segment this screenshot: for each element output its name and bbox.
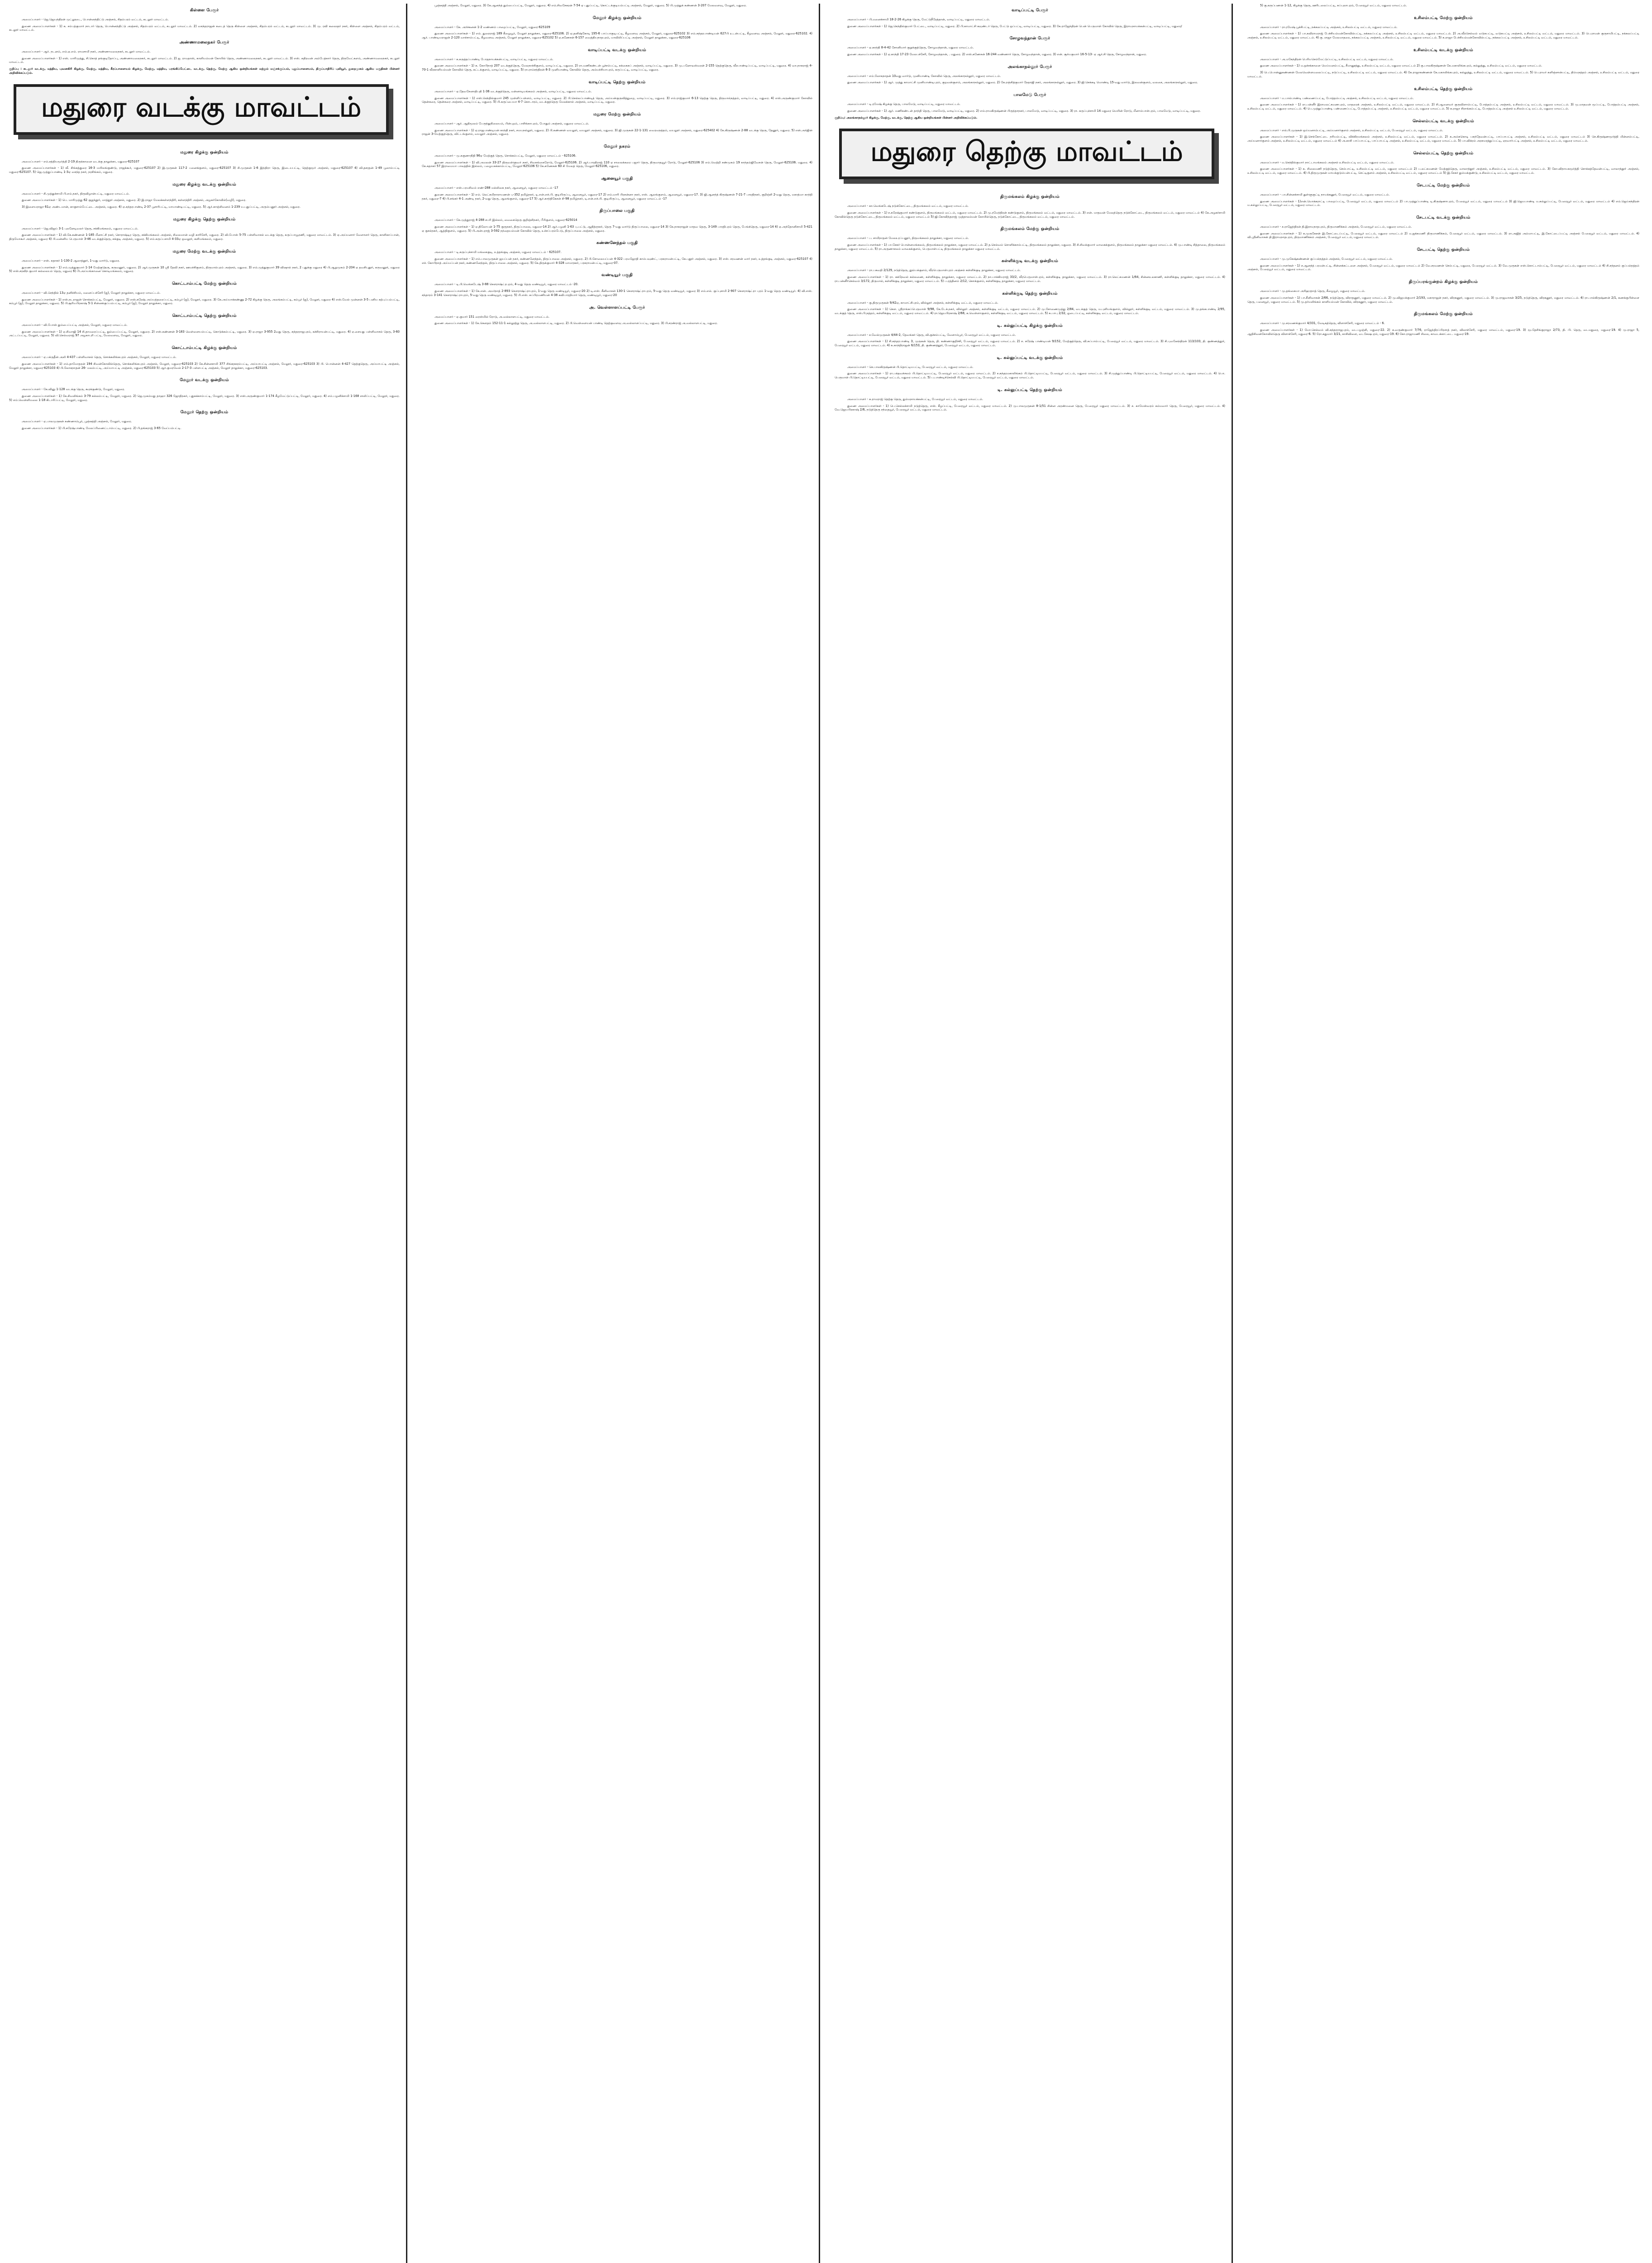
section-heading: உசிலம்பட்டி தெற்கு ஒன்றியம்: [1414, 86, 1473, 91]
body-paragraph: அமைப்பாளர் - கே. அர்ச்சுனன் 1-2 வண்ணம் பாறைப்பட்டி, மேலூர், மதுரை-625109: [434, 25, 550, 29]
body-paragraph: அமைப்பாளர் - எல்.பி.முருகன் ஒய்யனாம்பட்டி, அய்யனார்குளம் அஞ்சல், உசிலம்பட்டி வட்டம், பேரையூர் வட்டம், மதுரை மாவட்டம்.: [1260, 128, 1443, 132]
listing-section: [422, 112, 812, 136]
section-heading: வாடிப்பட்டி வடக்கு ஒன்றியம்: [588, 48, 646, 53]
body-paragraph: துணை அமைப்பாளர்கள் - 1) ஏ.திலோபன் 1-75 குருநகர், திருப்பாலை, மதுரை-14 2) ஆர்.பழனி 1-63 பு.பட்டு, ஆதித்ரநகர், தெரு 7-வது வார்டு திருப்பாலை, மதுரை-14 3) கே.நாகராஜன் மாதவ தெரு, 3-149 பாரதிபுரம் தெரு, பேங்க்தெரு, மதுரை-14 4) ஏ.அந்தோனிசாமி 5-421 ஏ குசல்நகர், ஆத்திகுளம், மதுரை. 5) பி.அன்புராஜ் 3-592 நந்தையம்மன் கோவில் தெரு, உச்சப்பரம்பேடு, திருப்பாலை அஞ்சல், மதுரை.: [422, 224, 812, 233]
body-paragraph: அமைப்பாளர் - வி.செந்தில் 13ஏ தனிச்சியம், மனைப்பச்சேரி (ஐ), மேலூர் தாலுக்கா, மதுரை மாவட்டம்.: [22, 291, 161, 295]
body-paragraph: அமைப்பாளர் - ச.ராஜேந்திரன் தி.இராமநாதபுரம், திருமாணிக்கம் அஞ்சல், பேரையூர் வட்டம், மதுரை மாவட்டம்.: [1260, 224, 1412, 229]
body-paragraph: துணை அமைப்பாளர்கள் - 1) வீ. சிங்கத்துரை 16-3 மயிலங்குண்டு, ராஜக்கூர், மதுரை-625107 2) இ.முருகன் 117-2 பனைக்குளம், மதுரை-625107 3) சி.முருகன் 1-6 இந்திரா தெரு, இடையபட்டி, தெற்குமூர் அஞ்சல், மதுரை-625107 4) வி.தசரதன் 1-49 பூலாம்பட்டி மதுரை-625107. 5) ஜெ.முத்துப்பாண்டி 1-3ஏ வசந்த நகர், நரசிங்கம், மதுரை.: [9, 166, 400, 174]
body-paragraph: துணை அமைப்பாளர்கள் - 1) எஸ்.நடராஜன் சொக்கம்பட்டி, மேலூர், மதுரை. 2) எஸ்.சுரேஷ் அய்யத்தரைப்பட்டி, கம்பூர் (ஐ), மேலூர், மதுரை. 3) கே.அய்யாக்கண்ணு 2-72 கிழக்கு தெரு, அலங்கம்பட்டி, கம்பூர் (ஐ), மேலூர், மதுரை 4) எஸ்.வேல் முன்னன் 3-5 பனிய கற்புப்பம்பட்டி, கம்பூர் (ஐ), மேலூர் தாலுக்கா, மதுரை. 5) பி.சூரியபிரகாஷ் 5-1 சின்னக்குப்பம்பட்டி, கம்பூர் (ஐ), மேலூர் தாலுக்கா, மதுரை.: [9, 297, 400, 306]
body-paragraph: அமைப்பாளர் - டி.பி.வெங்கடேஷ் 3-88 சௌராஷ்ட்ரபுரம், 4-வது தெரு வண்டியூர், மதுரை மாவட்டம் -20.: [434, 282, 578, 286]
body-paragraph: அமைப்பாளர் - பி.மனைச்சாமி 18-2-26 கிழக்கு தெரு, மேட்டுநீரேத்தான், வாடிப்பட்டி, மதுரை மாவட்டம்.: [847, 17, 990, 21]
body-paragraph: 5) கு.கருப்பணன் 1-12, கிழக்கு தெரு, ஊரிடலைப்பட்டி, சுப்புலாபுரம், பேரையூர் வட்டம், மதுரை மாவட்டம்.: [1260, 4, 1407, 7]
section-heading: வாடிப்பட்டி பேரூர்: [1012, 8, 1048, 13]
listing-section: [1247, 312, 1639, 336]
section-heading: சேடபட்டி வடக்கு ஒன்றியம்: [1416, 215, 1471, 220]
body-paragraph: அமைப்பாளர் - ஜெ.விஜய் 3-1 புலனேடிவலர் தெரு, சக்கிமங்கலம், மதுரை மாவட்டம்.: [22, 226, 138, 230]
continued-text: [422, 4, 812, 8]
body-paragraph: துணை அமைப்பாளர்கள் - 1) ஜெ.செந்தில்குமார் பேட்டை, வாடிப்பட்டி, மதுரை. 2) பி.காமாட்சி கவுண்டர் தெரு, பேட்டு ஒப்பட்டி, வாடிப்பட்டி, மதுரை. 3) கே.ராஜேந்திரன் பென் பெருமாள் கோவில் தெரு, இராமநாயக்கன்பட்டி, வாடிப்பட்டி, மதுரை/: [847, 24, 1182, 28]
listing-section: [1247, 87, 1639, 111]
body-paragraph: அமைப்பாளர் - ஏ.பாலமுருகன் சுண்ணாம்பூர், பூஞ்சுத்தி அஞ்சல், மேலூர், மதுரை.: [22, 420, 132, 424]
section-heading: திருப்பரங்குன்றம் கிழக்கு ஒன்றியம்: [1408, 280, 1478, 285]
section-heading: கள்ளிக்குடி வடக்கு ஒன்றியம்: [1001, 259, 1059, 264]
body-paragraph: துணை அமைப்பாளர்கள் - 1) ச.ஆனந்த் பரமன்பட்டி, சின்னக்கட்டளை அஞ்சல், பேரையூர் வட்டம், மதுரை மாவட்டம் 2) வே.சரவணன் செம்பட்டி, மதுரை, பேரையூர் வட்டம். 3) வே.முருகன் எஸ்.கொட்டாம்பட்டி, பேரையூர் வட்டம், மதுரை மாவட்டம் 4) சி.சந்தனம் குப்பல்நத்தம் அஞ்சல், பேரையூர் வட்டம், மதுரை மாவட்டம்.: [1247, 263, 1639, 272]
listing-section: [422, 144, 812, 168]
body-paragraph: அமைப்பாளர் - வி.போஸ் தும்பைப்பட்டி அஞ்சல், மேலூர், மதுரை மாவட்டம்.: [22, 323, 128, 327]
listing-section: [422, 80, 812, 104]
body-paragraph: துணை அமைப்பாளர்கள் - 1) எம்.பாலமுருகன் ஜயப்பன் நகர், கண்ணனேந்தல், திருப்பாலை அஞ்சல், மதுரை. 2) பி.சோலையப்பன் 4-322 பரமஜோதி காம்பவுண்ட், பரசுராமன்பட்டி, கே.புதூர் அஞ்சல், மதுரை. 3) எஸ். சரவணன் வார் நகர், உத்தங்குடி அஞ்சல், மதுரை-625107 4) எச். கோபிநாத் அய்யப்பன் நகர், கண்ணனேந்தல், திருப்பாலை அஞ்சல், மதுரை. 5) கே.திருக்குமார் 4-328 மாமாநகர், பரசுராமன்பட்டி, மதுரை-07.: [422, 257, 812, 265]
body-paragraph: துணை அமைப்பாளர்கள் - 1) பா.கவிராமராஜ் பேச்சியம்மன்கோவில்பட்டி, நக்கலப்பட்டி அஞ்சல், உசிலம்பட்டி வட்டம், மதுரை மாவட்டம். 2) அ.வீரசெல்வம் வடுகபட்டி, வடுகபட்டி அஞ்சல், உசிலம்பட்டி வட்டம், மதுரை மாவட்டம். 3) பெ.ராமன் குருசாமிபட்டி, நக்கலப்பட்டி அஞ்சல், உசிலம்பட்டி வட்டம், மதுரை மாவட்டம். 4) கு. ராஜா மேலமாதரை, நக்கலப்பட்டி அஞ்சல், உசிலம்பட்டி வட்டம், மதுரை மாவட்டம். 5) சு.ராஜா பேச்சியம்மன்கோவில்பட்டி, நக்கலப்பட்டி அஞ்சல், உசிலம்பட்டி வட்டம், மதுரை மாவட்டம்.: [1247, 32, 1639, 40]
body-paragraph: துணை அமைப்பாளர்கள் - 1) ரா.பக்தவச்சலம் பி.தொட்டியபட்டி, பேரையூர் வட்டம், மதுரை மாவட்டம். 2) ச.சுந்தரமகாலிங்கம் பி.தொட்டியபட்டி, பேரையூர் வட்டம், மதுரை மாவட்டம். 3) சி.முத்துப்பாண்டி பி.தொட்டியபட்டி, பேரையூர் வட்டம், மதுரை மாவட்டம். 4) பொ. பெருமாள் பி.தொட்டியபட்டி, பேரையூர் வட்டம், மதுரை மாவட்டம். 5) ப.பாண்டிச்செல்வி பி.தொட்டியபட்டி, பேரையூர் வட்டம், மதுரை மாவட்டம்.: [835, 372, 1225, 380]
listing-section: [835, 93, 1225, 119]
body-paragraph: துணை அமைப்பாளர்கள் - 1) மோ.செல்வம் வி.சுந்தரராஜபுரம், வடபழஞ்சி, மதுரை-22. 2) க.வருண்குமார் 7/76, ராஜேந்திரப்பிரசாத் நகர், விலாச்சேரி, மதுரை மாவட்டம், மதுரை-19. 3) மூ.தேசிங்குராஜா 2/73, தி. பி. தெரு, வடமதுரை, மதுரை-19. 4) மு.ராஜா 5, ஆதிசிவன்கோவில்தெரு விளாச்சேரி, மதுரை-6. 5) ரோ.கதுமார் 3/21, காசிவிளை, வடகேஷபுரம், மதுரை-19. 6) கோ.ராஜாமணி சிலை, காவடக்காட்டை. மதுரை-19.: [1247, 328, 1639, 336]
body-paragraph: அமைப்பாளர் - எஸ். சுதாகர் 1-130-2 ஆலாத்தூர், 1-வது வார்டு, மதுரை.: [22, 258, 120, 263]
section-heading: வண்டியூர் பகுதி: [601, 273, 633, 278]
listing-section: [9, 249, 400, 273]
body-paragraph: அமைப்பாளர் - கே.வினு 1-128 வடக்கு தெரு, கூரக்குண்டு, மேலூர், மதுரை.: [22, 387, 125, 391]
listing-section: [835, 227, 1225, 251]
listing-section: [1247, 119, 1639, 143]
body-paragraph: அமைப்பாளர் - செ.பாலகிருஷ்ணன் பி.தொட்டியபட்டி, பேரையூர் வட்டம், மதுரை மாவட்டம்.: [847, 365, 974, 369]
body-paragraph: துணை அமைப்பாளர்கள் - 1) எஸ்.செந்தில்குமார் 245 முள்ளிப்பள்ளம், வாடிப்பட்டி, மதுரை. 2) பி.செல்லப்பாண்டித் தெரு, அய்யன்குருவித்துறை, வாடிப்பட்டி, மதுரை. 3) எம்.ராஜ்குமார் 6-13 தெற்கு தெரு, திருமால்நத்தம், வாடிப்பட்டி, மதுரை. 4) எஸ்.அருண்குமார் கோவில் தென்கரை, தென்கரை அஞ்சல், வாடிப்பட்டி, மதுரை. 5) பி.கருப்பையா 4-7 கொடாரம், வடக்குத்தெரு மேலக்கால் அஞ்சல், வாடிப்பட்டி, மதுரை.: [422, 96, 812, 104]
listing-section: [9, 40, 400, 75]
listing-section: [9, 282, 400, 306]
body-paragraph: அமைப்பாளர் - டி.ரமேஷ் கிழக்கு தெரு, பாலமேடு, வாடிப்பட்டி, மதுரை மாவட்டம்.: [847, 102, 961, 106]
column-4: [1245, 4, 1646, 2263]
body-paragraph: அமைப்பாளர் - எம்.சத்தியமூர்த்தி 2-19 திருக்கானை வடக்கு தாலுக்கா, மதுரை-625107: [22, 159, 139, 163]
listing-section: [835, 356, 1225, 380]
section-heading: செல்லம்பட்டி தெற்கு ஒன்றியம்: [1413, 151, 1474, 156]
column-1: [6, 4, 407, 2263]
section-heading: கண்ணனேந்தல் பகுதி: [596, 241, 638, 246]
listing-section: [9, 217, 400, 241]
listing-section: [835, 8, 1225, 28]
body-paragraph: துணை அமைப்பாளர்கள் - 1) கே.சிவலிங்கம் 3-79 கல்லம்பட்டி, மேலூர், மதுரை. 2) ஜெ.முகம்மது தாஹா 326 ஜோதிநகர், புதுசுக்காம்பட்டி, மேலூர், மதுரை. 3) எஸ்.அருண்குமார் 1-174 கீழமேட்டுப்பட்டி, மேலூர், மதுரை. 4) எம்.பழனிச்சாமி 1-168 சாலிப்பட்டி, மேலூர், மதுரை. 5) எம்.வெள்ளிமலை 1-18 கிடாரிப்பட்டி, மேலூர், மதுரை.: [9, 394, 400, 402]
listing-section: [9, 150, 400, 174]
section-heading: அண்ணாமலைநகர் பேரூர்: [179, 40, 229, 45]
body-paragraph: துணை அமைப்பாளர்கள் - 1) ஆர். மணிகண்டன் தாந்தி தெரு, பாலமேடு, வாடிப்பட்டி, மதுரை. 2) எம்.ராமகிருஷ்ணன் பிருந்தாநகர், பாலமேடு, வாடிப்பட்டி, மதுரை. 3) ரா. கருப்புச்சாமி 14 மதுரை மெயின் ரோடு, மீனாம்பாள்புரம், பாலமேடு, வாடிப்பட்டி, மதுரை.: [847, 109, 1201, 113]
body-paragraph: அமைப்பாளர் - மு.சுகுணாநிதி 96ஏ மேற்குத் தெரு, சொக்கம்பட்டி, மேலூர், மதுரை மாவட்டம் - 625106.: [434, 154, 577, 158]
section-heading: மதுரை கிழக்கு தெற்கு ஒன்றியம்: [173, 217, 236, 222]
body-paragraph: துணை அமைப்பாளர்கள் - 1) ச.சுரேஷ்குமார் கண்டுகுளம், திருமங்கலம் வட்டம், மதுரை மாவட்டம். 2) மு.ரமேந்திரன் கண்டுகுளம், திருமங்கலம் வட்டம், மதுரை மாவட்டம். 3) என். மாதவன் மேலத்தெரு நடுக்கோட்டை, திருமங்கலம் வட்டம், மதுரை மாவட்டம் 4) கே.அழகர்சாமி கோவில்தெரு நடுக்கோட்டை, திருமங்கலம் வட்டம், மதுரை மாவட்டம் 5) ஜி.கோவிந்தராஜ் முத்தாலம்மன் கோயில்தெரு, நடுக்கோட்டை, திருமங்கலம் வட்டம், மதுரை மாவட்டம்.: [835, 210, 1225, 219]
body-paragraph: அமைப்பாளர் - பா.சின்னச்சாமி துள்ளுகுட்டி நாயக்கனூர், பேரையூர் வட்டம், மதுரை மாவட்டம்.: [1260, 192, 1390, 196]
body-paragraph: துணை அமைப்பாளர்கள் - 1) பா.சேகர் பொன்னமங்கலம், திருமங்கலம் தாலுக்கா, மதுரை மாவட்டம். 2) த.செல்வம் சொளிக்காம்பட்டி, திருமங்கலம் தாலுக்கா, மதுரை. 3) சி.சிவக்குமார் வாகைக்குளம், திருமங்கலம் தாலுக்கா மதுரை மாவட்டம். 4) மு.பாண்டி சித்தாலை, திருமங்கலம் தாலுக்கா, மதுரை மாவட்டம். 5) ரா.அருணாசலம் வாகைக்குளம், பெருமாள்பட்டி திருமங்கலம் தாலுக்கா மதுரை மாவட்டம்.: [835, 243, 1225, 251]
section-heading: மேலூர் நகரம்: [604, 144, 630, 149]
body-paragraph: அமைப்பாளர் - கு.திருமுருகன் 9/42ஏ, காமாட்சிபுரம், வில்லூர் அஞ்சல், கள்ளிக்குடி வட்டம், மதுரை மாவட்டம்.: [847, 301, 998, 305]
body-paragraph: துணை அமைப்பாளர்கள் - 1) எம். லெட்சுமிநாராயணன் பு-352 தமிழ்நகர், டி.என்.எச்.பி. குடியிருப்பு, ஆனையூர், மதுரை-17 2) எம்.மாரி பிரசன்னா நகர், எஸ். ஆலங்குளம், ஆனையூர், மதுரை-17. 3) ஜி.ஆனந்த் கிருஷ்ணன் 7-21-7 பாரதிநகர், குறிஞ்சி 2-வது தெரு, மகாத்மா காந்தி நகர், மதுரை-7 4) பி.சங்கர் 4-1 அண்டி நகர், 2-வது தெரு, ஆலங்குளம், மதுரை-17 5) ஆர்.காந்திகேசன் சி-98 தமிழ்நகர், டி.என்.எச்.பி. குடியிருப்பு, ஆனையூர், மதுரை மாவட்டம் -17: [422, 192, 812, 201]
body-paragraph: அமைப்பாளர் - மு.சரவணக்குமார் 4/331, வேடிகத்தெரு, விளாச்சேரி, மதுரை மாவட்டம் - 6.: [1260, 321, 1385, 325]
section-heading: கொட்டாம்பட்டி கிழக்கு ஒன்றியம்: [172, 346, 237, 351]
section-heading: மதுரை கிழக்கு வடக்கு ஒன்றியம்: [172, 182, 236, 187]
section-heading: மதுரை மேற்கு ஒன்றியம்: [593, 112, 641, 117]
section-heading: திருமங்கலம் மேற்கு ஒன்றியம்: [1000, 227, 1060, 232]
body-paragraph: துணை அமைப்பாளர்கள் - 1) கே.கௌதம் 152-11-1 கல்லூற்று தெரு, அ.வல்லாளபட்டி, மதுரை. 2) பி.வெள்ளையன் பாண்டி தெற்குவளவு அ.வல்லாளப்பட்டி, மதுரை. 3) பி.சரண்ராஜ் அ.வல்லாளபட்டி, மதுரை.: [434, 321, 718, 325]
body-paragraph: அமைப்பாளர் - கே.முத்துராஜ் 4-288 சபரி இல்லம், வைகைதெரு குறிஞ்சிநகர், பீபிகுளம், மதுரை-625014: [434, 218, 578, 222]
body-paragraph: துணை அமைப்பாளர்கள் - 1) வி.அமலன் 33-27 திருவள்ளுவர் நகர், சிவகங்கைரோடு, மேலூர்-625106. 2) ஆர்.பாரதிராஜ் 110 ஏ சாலைக்கரை பஜார் தெரு, திருவாதவூர் ரோடு, மேலூர்-625106 3) எம்.வெற்றி சண்முகம் 19 காந்தம்ஜிவேசன் தெரு, மேலூர்-625106. மதுரை. 4) கே.சுதாகர் 57 இராமையா பாலத்தில் இல்லம், பழையசுக்காம்பட்டி, மேலூர்-625106 5) கே.கணேசன் 60 சி மேலத் தெரு, மேலூர்-625106, மதுரை.: [422, 160, 812, 168]
section-heading: அ. வெள்ளாளப்பட்டி பேரூர்: [589, 305, 645, 310]
listing-section: [835, 259, 1225, 283]
listing-section: [835, 324, 1225, 348]
body-paragraph: அமைப்பாளர் - ஏ.தேவசேனாதிபதி 1-36 வடக்குத்தெரு, மன்னாடிமங்கலம் அஞ்சல், வாடிப்பட்டி, மதுரை மாவட்டம்.: [434, 89, 592, 93]
body-paragraph: அமைப்பாளர் - ஆர். நடனம், எம்.ஏ.எம். ராமசாமி நகர், அண்ணாமலைநகர், கடலூர் மாவட்டம்.: [22, 50, 151, 54]
body-paragraph: துணை அமைப்பாளர்கள் - 1) ரா.பன்னீர் இராமலட்சுமணபுரம், மாதரைக் அஞ்சல், உசிலம்பட்டி வட்டம், மதுரை மாவட்டம். 2) சி.ஆனைவர் குருவிளாம்பட்டி, போத்தம்பட்டி அஞ்சல், உசிலம்பட்டி வட்டம், மதுரை மாவட்டம். 3) மு.மாதவன் மூப்பட்டி, போத்தம்பட்டி அஞ்சல், உசிலம்பட்டி வட்டம், மதுரை மாவட்டம். 4) பெ.முத்துப்பாண்டி பண்ணைப்பட்டி, போத்தம்பட்டி அஞ்சல், உசிலம்பட்டி வட்டம், மதுரை மாவட்டம். 5) க.ராஜா சிராங்கம்பட்டி, போத்தம்பட்டி அஞ்சல் உசிலம்பட்டி வட்டம், மதுரை மாவட்டம்.: [1247, 103, 1639, 110]
section-heading: டி. கல்லுப்பட்டி தெற்கு ஒன்றியம்: [997, 387, 1063, 392]
body-paragraph: துணை அமைப்பாளர்கள் - 1) சு.முருகேசன் இ.கோட்டைப்பட்டி, பேரையூர் வட்டம், மதுரை மாவட்டம் 2) ம.ஜக்கமணி திருமாணிக்கம், பேரையூர் வட்டம், மதுரை மாவட்டம். 3) ரா.அஜித் அம்மாபட்டி, இ.கோட்டைப்பட்டி அஞ்சல் பேரையூர் வட்டம், மதுரை மாவட்டம். 4) வி.ஸ்ரீனிவாசன் தி.இராமநாதபுரம், திருமாணிக்கம் அஞ்சல், பேரையூர் வட்டம், மதுரை மாவட்டம்.: [1247, 231, 1639, 239]
body-paragraph: அமைப்பாளர் - ம.பால்பாண்டி பண்ணைப்பட்டி, போத்தம்பட்டி அஞ்சல், உசிலம்பட்டி வட்டம், மதுரை மாவட்டம்.: [1260, 96, 1414, 100]
section-heading: வாடிப்பட்டி தெற்கு ஒன்றியம்: [588, 80, 646, 85]
district-heading: மதுரை வடக்கு மாவட்டம்: [14, 84, 389, 135]
body-paragraph: அமைப்பாளர் - ஆர். ஆதிமூலம் பேருந்துநிலையம், பின்புறம், பாசிங்காபுரம், போதும் அஞ்சல், மதுரை மாவட்டம்.: [434, 121, 589, 125]
listing-section: [422, 177, 812, 201]
column-2: [419, 4, 820, 2263]
body-paragraph: துணை அமைப்பாளர்கள் - 1) பெ.செல்லச்சாமி நடுத்தெரு, எஸ். கீழப்பட்டி, பேரையூர் வட்டம், மதுரை மாவட்டம். 2) மு.பாலமுருகன் 8-1/51 சின்ன அரண்மனை தெரு, பேரையூர் மதுரை மாவட்டம். 3) ச. காமேஸ்வரம் கம்மவார் தெரு, பேரையூர், மதுரை மாவட்டம். 4) வே.ஜெயபிரகாஷ் 2/6, நடுத்தெரு சந்தையூர், பேரையூர் வட்டம், மதுரை மாவட்டம்.: [835, 404, 1225, 412]
body-paragraph: அமைப்பாளர் - ப. சாமிநாதன் மேலஉரப்பனூர், திருமங்கலம் தாலுக்கா, மதுரை மாவட்டம்.: [847, 236, 969, 240]
section-heading: திருமங்கலம் கிழக்கு ஒன்றியம்: [1000, 195, 1060, 200]
body-paragraph: பூஞ்சுத்தி அஞ்சல், மேலூர், மதுரை. 3) கே.ஆனந்த் தும்பைப்பட்டி, மேலூர், மதுரை. 4) எம்.சிவசேகரன் 7-54 ஏ புதுப்பட்டி, கொட்டக்குடியம்பட்டி அஞ்சல், மேலூர், மதுரை. 5) பி.முத்துக் கண்ணன் 3-207 மேலவளவு, மேலூர், மதுரை.: [434, 4, 747, 7]
section-heading: மேலூர் தெற்கு ஒன்றியம்: [180, 410, 229, 415]
section-heading: திருமங்கலம் மேற்கு ஒன்றியம்: [1414, 312, 1473, 317]
listing-section: [1247, 48, 1639, 79]
body-paragraph: துணை அமைப்பாளர்கள் - 1) எம்.தாமோதரன் 194 சிவன்கோவில்தெரு, சொக்கலிங்கபுரம் அஞ்சல், மேலூர், மதுரை-625103 2) கே.சின்னசாமி 377 சிங்கநகரம்பட்டி, அய்யாபட்டி அஞ்சல், மேலூர், மதுரை-625103 3) பி. பொன்னன் 4-427 தெற்குதெரு, அய்யாபட்டி அஞ்சல், மேலூர் தாலுக்கா, மதுரை-625103 4) பி.லோகநாதன் 26- மலம்பட்டி, அய்யாபட்டி அஞ்சல், மதுரை-625103 5) ஆர்.குமரவேல் 2-17-3 பள்ளபட்டி அஞ்சல், மேலூர் தாலுக்கா, மதுரை-625103.: [9, 362, 400, 370]
listing-section: [422, 16, 812, 40]
body-paragraph: துணை அமைப்பாளர்கள் - 1) கே.என். அமர்நாத் 2-893 சௌராஷ்ட்ராபுரம், 1-வது தெரு வண்டியூர், மதுரை-20 2) டி.எஸ். சீனிவாசன் 130-1 சௌராஷ்ட்ராபுரம், 5-வது தெரு வண்டியூர், மதுரை 3) எம்.எல். குப்புசாமி 2-907 சௌராஷ்ட்ரா புரம் 1-வது தெரு வண்டியூர். 4) வி.எஸ். சந்தாரம் 3-141 சௌராஷ்ட்ராபுரம், 5-வது தெரு வண்டியூர், மதுரை. 5) பி.எஸ். சுப்பிரமணியன் 4-38 கவிபாரதியார் தெரு, வண்டியூர், மதுரை-20: [422, 289, 812, 297]
body-paragraph: அமைப்பாளர் - மு.தங்கையா அரிஹரநாத் தெரு, கீழையூர், மதுரை மாவட்டம்.: [1260, 289, 1366, 293]
body-paragraph: அமைப்பாளர் - ஏ.குமார் 151 ரைஸ்மில் ரோடு, அ.வல்லாளபட்டி, மதுரை மாவட்டம்.: [434, 315, 549, 319]
section-heading: சேடபட்டி மேற்கு ஒன்றியம்: [1417, 183, 1470, 188]
body-paragraph: அமைப்பாளர் - ச.வேல்முருகன் 4/44-2, தேவங்கர் தெரு, வி.குச்சம்பட்டி, வேளாம்பூர், பேரையூர் வட்டம், மதுரை மாவட்டம்.: [847, 333, 1016, 337]
section-heading: அலங்காநல்லூர் பேரூர்: [1007, 64, 1052, 69]
body-paragraph: அமைப்பாளர் - ஜெ.ஜெயந்திரன் முட்லூடை, பொன்னந்திட்டு அஞ்சல், சிதம்பரம் வட்டம், கடலூர் மாவட்டம்.: [22, 17, 169, 21]
listing-section: [1247, 280, 1639, 304]
body-paragraph: அமைப்பாளர் - சு.ராமராஜ் தெற்கு தெரு, தும்மநாயக்கன்பட்டி, பேரையூர் வட்டம், மதுரை மாவட்டம்.: [847, 397, 984, 401]
body-paragraph: 3) இளையராஜா 61ஏ அண்டமான், காகுசாம்பேட்டை அஞ்சல், மதுரை. 4) ஏ.சுந்தரபாண்டி 2-37 பூசாரிபட்டி, மாயாண்டிபட்டி, மதுரை. 5) ஆர்.காஞ்சிவனம் 1-239 ய.புதுப்பட்டி, அரும்பனூர் அஞ்சல், மதுரை.: [22, 205, 301, 209]
listing-section: [422, 209, 812, 233]
listing-section: [422, 48, 812, 72]
continued-text: [1247, 4, 1639, 8]
section-heading: ஆனையூர் பகுதி: [601, 177, 633, 181]
listing-section: [422, 241, 812, 265]
body-paragraph: துணை அமைப்பாளர்கள் - 1) சி.சுந்தரபாண்டி 3, முருகன் தெரு, தி. கண்ணாகுறிச்சி, பேரையூர் வட்டம், மதுரை மாவட்டம். 2) ச. சுரேஷ் பாண்டியன் 9/152, மேற்குத்தெரு, வி.சுப்பாம்பட்டி, பேரையூர் வட்டம், மதுரை மாவட்டம். 3) சி.புவனேந்திரன் 113/103, தி. குண்ணத்தூர், பேரையூர் வட்டம், மதுரை மாவட்டம். 4) சு.காந்திராஜன் 6/153, தி. குண்ணத்தூர், பேரையூர் வட்டம், மதுரை மாவட்டம்.: [835, 339, 1225, 348]
body-paragraph: துணை அமைப்பாளர்கள் - 1) பா.சீனிவாசன் 2/66, நடுத்தெரு, விராதனூர், மதுரை மாவட்டம். 2) மு.விஜயக்குமார் 2/193, மகாராஜன் நகர், விரகனூர், மதுரை மாவட்டம். 3) மு.ராஜவாசன் 3/25, நடுத்தெரு, விரகனூர், மதுரை மாவட்டம். 4) ரா.பால்கிருஷ்ணன் 2/1, கணக்குபிள்ளை தெரு, பனையூர், மதுரை மாவட்டம். 5) மு.தர்மலிங்கம் காளியம்மன் கோவில், விரகனூர், மதுரை மாவட்டம்.: [1247, 296, 1639, 304]
section-heading: டி. கல்லுப்பட்டி வடக்கு ஒன்றியம்: [997, 355, 1063, 360]
section-heading: மேலூர் வடக்கு ஒன்றியம்: [180, 378, 229, 383]
section-heading: திருப்பாலை பகுதி: [599, 209, 635, 214]
body-paragraph: துணை அமைப்பாளர்கள் - 1) வி.கே.கண்ணன் 1-185 மீனாட்சி நகர், சொராஷ்டிர தெரு, சக்கிமங்கலம் அஞ்சல், சிலைமான் வழி காரிசேரி, மதுரை. 2) வி.போஸ் 5-75 பள்ளிவாசல் வடக்கு தெரு, கருப்பாயூரணி, மதுரை மாவட்டம். 3) ஏ.அய்யனார் வேளாளர் தெரு, காளிகாப்பான், திருமோகூர் அஞ்சல், மதுரை 4) பி.வன்னிய பெருமாள் 3-46 வடக்குத்தெரு, சக்குடி அஞ்சல், மதுரை. 5) எம்.கருப்பசாமி 4-33ஏ ஒவலூர், களிமங்கலம், மதுரை.: [9, 233, 400, 241]
listing-section: [9, 410, 400, 430]
listing-section: [835, 388, 1225, 412]
section-heading: சோழவந்தான் பேரூர்: [1009, 36, 1050, 41]
listing-section: [835, 195, 1225, 219]
section-heading: செல்லம்பட்டி வடக்கு ஒன்றியம்: [1413, 119, 1474, 124]
body-paragraph: துணை அமைப்பாளர்கள் - 1) பெ. மாரிமுத்து 62 குறுந்தூர், மாத்தூர் அஞ்சல், மதுரை. 2) இ.ராஜா மேலக்கள்ளந்திரி, கள்ளந்திரி அஞ்சல், அழகர்கோவில்(வழி), மதுரை.: [22, 198, 246, 202]
listing-section: [422, 273, 812, 297]
body-paragraph: அமைப்பாளர் - எம்.லோகநாதன் 10வது வார்டு, முனியாண்டி கோவில் தெரு, அலங்காநல்லூர், மதுரை மாவட்டம்.: [847, 74, 1001, 78]
body-paragraph: அமைப்பாளர் - ரா.பகவதி 2/129, நடுத்தெரு, தூம்பக்குளம், வீரபெருமாள்புரம் அஞ்சல் கள்ளிக்குடி தாலுக்கா, மதுரை மாவட்டம்.: [847, 268, 1021, 272]
section-heading: டி. கல்லுப்பட்டி கிழக்கு ஒன்றியம்: [997, 323, 1063, 328]
body-paragraph: துணை அமைப்பாளர்கள் - 1) ரா. சுக்நேவல் கல்லணை, கள்ளிக்குடி தாலுக்கா, மதுரை மாவட்டம். 2) நா.பாக்கியராஜ் 33/2, வீரபெருமாள்புரம், கள்ளிக்குடி தாலுக்கா, மதுரை மாவட்டம். 3) ரா.லெட்சுமணன் 1/64, சின்னஉலகாணி, கள்ளிக்குடி தாலுக்கா, மதுரை மாவட்டம். 4) ரா.பன்னீர்செல்வம் 3/172, திருமால், கள்ளிக்குடி தாலுக்கா, மதுரை மாவட்டம். 5) ப.ரத்தினம் 2/12, கொக்குளம், கள்ளிக்குடி தாலுக்கா, மதுரை மாவட்டம்.: [835, 275, 1225, 283]
body-paragraph: அமைப்பாளர் - ம.செந்தில்குமார் நாட்டாமங்கலம் அஞ்சல் உசிலம்பட்டி வட்டம், மதுரை மாவட்டம்.: [1260, 160, 1394, 164]
listing-section: [9, 8, 400, 32]
body-paragraph: அமைப்பாளர் - மு.முகேஷ்கண்ணன் குப்பல்நத்தம் அஞ்சல், பேரையூர் வட்டம், மதுரை மாவட்டம்.: [1260, 257, 1393, 261]
listing-section: [835, 65, 1225, 85]
section-heading: கிள்ளை பேரூர்: [190, 8, 219, 13]
section-heading: உசிலம்பட்டி வடக்கு ஒன்றியம்: [1413, 48, 1473, 53]
district-heading: மதுரை தெற்கு மாவட்டம்: [839, 129, 1214, 179]
body-paragraph: அமைப்பாளர் - எஸ்.பரமசிவம் எண்-288 மல்லிகை நகர், ஆனையூர், மதுரை மாவட்டம் -17: [434, 186, 559, 190]
body-paragraph: அமைப்பாளர் - ஏ.பக்ருதீன் அலி 4-437 பள்ளிவாசல் தெரு, சொக்கலிங்கபுரம் அஞ்சல், மேலூர், மதுரை மாவட்டம்.: [22, 355, 177, 359]
section-heading: உசிலம்பட்டி மேற்கு ஒன்றியம்: [1414, 15, 1473, 20]
newspaper-page: [6, 4, 1646, 2263]
body-paragraph: 3) பெ.பொன்னுகண்ணன் மேலவெள்ளமலைப்பட்டி, நடுப்பட்டி, உசிலம்பட்டி வட்டம், மதுரை மாவட்டம். 4) கே.ராஜாகண்ணன் கே.மகாலிங்கபுரம், கல்லுத்து, உசிலம்பட்டி வட்டம், மதுரை மாவட்டம். 5) பெ.ராமர் சுளிஞ்சான்பட்டி, திம்மநத்தம் அஞ்சல், உசிலம்பட்டி வட்டம், மதுரை மாவட்டம்.: [1247, 71, 1639, 78]
body-paragraph: துணை அமைப்பாளர்கள் - 1) சு. கோபிநாத் 207 வடக்குத்தெரு, மேலநாச்சிகுளம், வாடிப்பட்டி, மதுரை. 2) ரா.மணிகண்டன் பூச்சம்பட்டி, சுக்கைசுப் அஞ்சல், வாடிப்பட்டி, மதுரை. 3) மு.பனோடீஸ்வரன் 2-155 தெற்குதெரு, வீரபாண்டிப்பட்டி, வாடிப்பட்டி, மதுரை. 4) வா.நாகராஜ் 4-70-1 வீரகாளியம்மன் கோவில் தெரு, கட்டக்குளம், வாடிப்பட்டி, மதுரை. 5) ரா.ராம்சந்திரன் 6-3 முனியாண்டி கோவில் தெரு, அம்மச்சியாபுரம், கருப்பட்டி, வாடிப்பட்டி, மதுரை.: [422, 64, 812, 72]
listing-section: [1247, 215, 1639, 239]
body-paragraph: துணை அமைப்பாளர்கள் - 1) எம்.முத்துகுமார் 1-14 மேற்குதெரு, கருவனூர், மதுரை. 2) ஆர்.முருகன் 10 ஸ்ரீ தேவி நகர், ஊமச்சிகுளம், திருமால்புரம் அஞ்சல், மதுரை. 3) எம்.முத்துகுமார் 39 விஷால் நகர், 2 புதுக்கு மதுரை 4) பி.ஆறுமுகம் 2-204 ஏ தவசிபுதூர், கருவனூர், மதுரை 5) எஸ்.சரவிந் குமார் கல்லையம் தெரு, மதுரை 6) பி.அய்யங்கானை கொடிமங்கலம், மதுரை.: [9, 265, 400, 273]
section-heading: கள்ளிக்குடி தெற்கு ஒன்றியம்: [1002, 291, 1058, 296]
listing-section: [1247, 16, 1639, 40]
body-paragraph: துணை அமைப்பாளர்கள் - 1) க. சம்பத்குமார் நாடார் தெரு, பொன்னந்திட்டு அஞ்சல், சிதம்பரம் வட்டம், கடலூர் மாவட்டம். 2) வசந்தராஜன் கடைத் தெரு கிள்ளை அஞ்சல், சிதம்பரம் வட்டம், கடலூர் மாவட்டம். 3) மு. ரவி கலைஞர் நகர், கிள்ளை அஞ்சல், சிதம்பரம் வட்டம், கடலூர் மாவட்டம்.: [9, 24, 400, 32]
body-paragraph: துணை அமைப்பாளர்கள் - 1) எம். துரைராஜ் 189 கீழையூர், மேலூர் தாலுக்கா, மதுரை-625106. 2) ஏ.தனிஷ்கோடி 195-6 பாப்பாகுடிபட்டி, கீழவளவு அஞ்சல், மேலூர், மதுரை-625102 3) எம்.சுந்தரபாண்டியன் 627பி உடன்பட்டி, கீழவளவு அஞ்சல், மேலூர், மதுரை-625102. 4) ஆர். பாண்டியராஜன் 2-120 வாச்சாம்பட்டி, கீழவளவு அஞ்சல், மேலூர் தாலுக்கா, மதுரை-625102 5) ஏ.கணேசன் 6-157 வைத்தியநாதபுரம், மாவிலிப்பட்டி அஞ்சல், மேலூர் தாலுக்கா, மதுரை-625106: [422, 32, 812, 40]
section-heading: மேலூர் கிழக்கு ஒன்றியம்: [592, 15, 642, 20]
body-paragraph: துணை அமைப்பாளர்கள் - 1)என்.மொக்கராட்டி பாறைப்பட்டி, பேரையூர் வட்டம், மதுரை மாவட்டம் 2) பா.முத்துப்பாண்டி டி.கிருஷ்ணாபுரம், பேரையூர் வட்டம், மதுரை மாவட்டம் 3) ஜி.ஜெயபாண்டி ம.கல்லுப்பட்டி, பேரையூர் வட்டம், மதுரை மாவட்டம் 4) எம்.ஜெய்சந்திரன் ம.கல்லுப்பட்டி, பேரையூர் வட்டம், மதுரை மாவட்டம்.: [1247, 199, 1639, 207]
body-paragraph: துணை அமைப்பாளர்கள் - 1) க. சிலைமணி நடுத்தெரு, செம்பாட்டி, உசிலம்பட்டி வட்டம், மதுரை மாவட்டம் 2) ப.லட்சுமணன் மேற்குத்தெரு, வாலாந்தூர் அஞ்சல், உசிலம்பட்டி வட்டம், மதுரை மாவட்டம். 3) கோ.விநாயகமூர்த்தி சொக்கத்தேவன்பட்டி, வாலாந்தூர் அஞ்சல், உசிலம்பட்டி வட்டம், மதுரை மாவட்டம். 4) பி.திருமுருகன் மாயக்குடும்பன்பட்டி, செட்டிகுளம் அஞ்சல், உசிலம்பட்டி வட்டம், மதுரை மாவட்டம் 5) இ.சேகர் தும்மக்குண்டு, உசிலம்பட்டி வட்டம், மதுரை மாவட்டம்.: [1247, 167, 1639, 175]
section-heading: பாலமேடு பேரூர்: [1013, 93, 1046, 98]
body-paragraph: துணை அமைப்பாளர்கள் - 1) சௌ. ஸ்ரீராங்கப்பெருமாள் 9/98, கே.டேக்.நகர், வில்லூர் அஞ்சல், கள்ளிக்குடி வட்டம், மதுரை மாவட்டம். 2) மு.சோணைமுத்து 2/84, வடக்குத் தெரு, ம.புளியங்குளம், வில்லூர், கள்ளிக்குடி வட்டம், மதுரை மாவட்டம். 3) மு.தங்கபாண்டி 2/95, வடக்குத் தெரு, எஸ்.பி.நத்தம், கள்ளிக்குடி வட்டம், மதுரை மாவட்டம். 4) ரா.ஜெயபிரகாஷ் 2/68, க.வெள்ளாகுளம், கள்ளிக்குடி வட்டம், மதுரை மாவட்டம். 5) சு.பாபு 2/32, ஓடைப்பட்டி, கள்ளிக்குடி வட்டம், மதுரை மாவட்டம்.: [835, 307, 1225, 315]
body-paragraph: துணை அமைப்பாளர்கள் - 1) ஏ.சிவாஜி 14 சி.தாமரைப்பட்டி, தும்பைப்பட்டி, மேலூர், மதுரை. 2) எஸ்.கண்ணன் 3-183 வெள்ளையம்பட்டி, கொடுக்கம்பட்டி, மதுரை. 3) ஏ.ராஜா 3-955 2வது தெரு, சுந்தரராஜபுரம், கச்சிராயன்பட்டி, மதுரை. 4) ஏ.சையது பள்ளிவாசல் தெரு, 3-60 அட்டப்பட்டி, மேலூர், மதுரை. 5) வி.செல்வராஜ் 97 அழகாபுரி பட்டி, மேலவளவு, மேலூர், மதுரை.: [9, 329, 400, 338]
listing-section: [9, 378, 400, 402]
body-paragraph: அமைப்பாளர் - சி.முத்துச்சாமி பி.எம்.நகர், திருவிழான்பட்டி, மதுரை மாவட்டம்.: [22, 191, 130, 196]
body-paragraph: அமைப்பாளர் - சு.கருத்தப்பாண்டி போதநாயக்கன்பட்டி, வாடிப்பட்டி, மதுரை மாவட்டம்.: [434, 57, 554, 61]
body-paragraph: அமைப்பாளர் - டி.கருப்புச்சாமி மங்கைகுடி, உத்தங்குடி அஞ்சல், மதுரை மாவட்டம் - 625107.: [434, 250, 562, 254]
listing-section: [9, 346, 400, 370]
body-paragraph: அமைப்பாளர் - ரா.ரமேஷ் பூச்சிபட்டி, நக்கலப்பட்டி அஞ்சல், உசிலம்பட்டி வட்டம், மதுரை மாவட்டம்.: [1260, 25, 1398, 29]
body-paragraph: துணை அமைப்பாளர்கள் - 1) ஏ.ராஜபாண்டியன் காந்தி நகர், சமயநல்லூர், மதுரை. 2) பி.கண்ணன் வயலூர், வயலூர் அஞ்சல், மதுரை. 3) ஜி.முருகன் 22-1-131 வைரவநத்தம், வயலூர் அஞ்சல், மதுரை-625402 4) கே.கிருஷ்ணன் 2-88 வடக்கு தெரு, தேனூர், மதுரை. 5) என்.அர்ஜின் ராஜன் 3-மேற்குத்தெரு, விட்டங்குளம், வயலூர் அஞ்சல், மதுரை.: [422, 128, 813, 136]
section-heading: கொட்டாம்பட்டி தெற்கு ஒன்றியம்: [172, 314, 237, 319]
body-paragraph: துணை அமைப்பாளர்கள் - 1) பி.சுரேஷ்பாண்டி மேலப்பிணைட்டாம்பட்டி, மதுரை. 2) பி.தங்கராஜ் 3-65 வேப்பம்பட்டி.: [22, 426, 181, 430]
section-heading: மதுரை மேற்கு வடக்கு ஒன்றியம்: [172, 249, 236, 254]
body-paragraph: துணை அமைப்பாளர்கள் - 1) ஆர். முத்து காமாட்சி முனியாண்டிபுரம், குறவன்குளம், அலங்காநல்லூர், மதுரை. 2) கே.ரஞ்சித்குமார் நேதாஜி நகர், அலங்காநல்லூர், மதுரை. 3) ஜி.செக்கடி மொண்டி 15-வது வார்டு, இலவன்குளம், வலசை, அலங்காநல்லூர், மதுரை.: [847, 81, 1198, 85]
listing-section: [9, 182, 400, 209]
section-heading: கொட்டாம்பட்டி மேற்கு ஒன்றியம்: [172, 281, 237, 286]
body-paragraph: அமைப்பாளர் - கா.வெங்கடேஷ் நடுக்கோட்டை, திருமங்கலம் வட்டம், மதுரை மாவட்டம்.: [847, 204, 969, 208]
body-paragraph: துணை அமைப்பாளர்கள் - 1) எஸ். மாரிமுத்து, சி.கொத் தங்குடிதோப்பு, அண்ணாமலைநகர், கடலூர் மாவட்டம். 2) ஜ. ராமதாஸ், காளியம்மன் கோயில் தெரு, அண்ணாமலைநகர், கடலூர் மாவட்டம். 3) எஸ். கதிரவன் அம்பேத்கார் தெரு, திருவேட்களம், அண்ணாமலைநகர், கடலூர் மாவட்டம்.: [9, 56, 400, 64]
section-heading: சேடபட்டி தெற்கு ஒன்றியம்: [1417, 248, 1470, 253]
note-paragraph: குறிப்பு: அலங்காநல்லூர் கிழக்கு, மேற்கு, வடக்கு, தெற்கு ஆகிய ஒன்றியங்கள் பின்னர் அறிவிக்கப்படும்.: [835, 115, 978, 119]
listing-section: [1247, 248, 1639, 272]
body-paragraph: துணை அமைப்பாளர்கள் - 1) இ.செங்கோட்டை நரியம்பட்டி, விக்கிரமங்கலம் அஞ்சல், உசிலம்பட்டி வட்டம், மதுரை மாவட்டம். 2) க.அம்சுகொடி பசுந்தேவன்பட்டி, பாப்பாபட்டி அஞ்சல், உசிலம்பட்டி வட்டம், மதுரை மாவட்டம் 3) செ.கிருஷ்ணமூர்த்தி மின்னம்பட்டி, அய்யனார்குளம் அஞ்சல், உசிலம்பட்டி வட்டம், மதுரை மாவட்டம் 4) அ.காசி பாப்பாபட்டி, பாப்பாபட்டி அஞ்சல், உசிலம்பட்டி வட்டம், மதுரை மாவட்டம். 5) பா.விக்ரம் அரசமரத்துப்பட்டி, ஏரவார்பட்டி அஞ்சல், உசிலம்பட்டி வட்டம், மதுரை மாவட்டம்.: [1247, 135, 1639, 143]
listing-section: [9, 314, 400, 338]
listing-section: [422, 306, 812, 325]
column-3: [832, 4, 1233, 2263]
listing-section: [1247, 151, 1639, 175]
listing-section: [1247, 183, 1639, 207]
body-paragraph: துணை அமைப்பாளர்கள் - 1) ஏ.காந்தி 17-23 மேலபச்சேரி, சோழவந்தான், . மதுரை. 2) எஸ்.கணேசன் 16-244 வண்ணார் தெரு, சோழவந்தான், மதுரை. 3) என். சூர்யகுமார் 16-5-13- ஏ ஆர்.சி தெரு, சோழவந்தான், மதுரை.: [847, 53, 1147, 57]
listing-section: [835, 291, 1225, 315]
listing-section: [835, 36, 1225, 56]
body-paragraph: துணை அமைப்பாளர்கள் - 1) ம.ஒச்சக்காளை மெய்யனம்பட்டி, சீமானூத்து, உசிலம்பட்டி வட்டம், மதுரை மாவட்டம் 2) கு.பாலகிருஷ்ணன் கே.மகாலிங்கபுரம், கல்லுத்து, உசிலம்பட்டி வட்டம், மதுரை மாவட்டம்.: [1260, 64, 1542, 68]
body-paragraph: அமைப்பாளர் - அ.மகேந்திரன் பெரியசெம்மேட்டுப்பட்டி, உசிலம்பட்டி வட்டம், மதுரை மாவட்டம்.: [1260, 57, 1394, 61]
section-heading: மதுரை கிழக்கு ஒன்றியம்: [180, 150, 229, 155]
note-paragraph: குறிப்பு : கடலூர் வடக்கு, மத்திய, புவனகிரி கிழக்கு, மேற்கு, மத்திய, கீரப்பாளையம் கிழக்கு, மேற்கு, மத்திய, பரங்கிப்பேட்டை வடக்கு, தெற்கு, மேற்கு ஆகிய ஒன்றியங்கள் மற்றும் மஞ்சக்குப்பம், புதுப்பாளையம், திருப்பாதிரிப் புலியூர், துறைமுகம் ஆகிய பகுதிகள் பின்னர் அறிவிக்கப்படும்.: [9, 67, 400, 75]
body-paragraph: அமைப்பாளர் - ஏ.காந்தி 8-4-42 சோனிமார் குறுக்குத்தெரு, சோழவந்தான், மதுரை மாவட்டம்.: [847, 46, 974, 50]
